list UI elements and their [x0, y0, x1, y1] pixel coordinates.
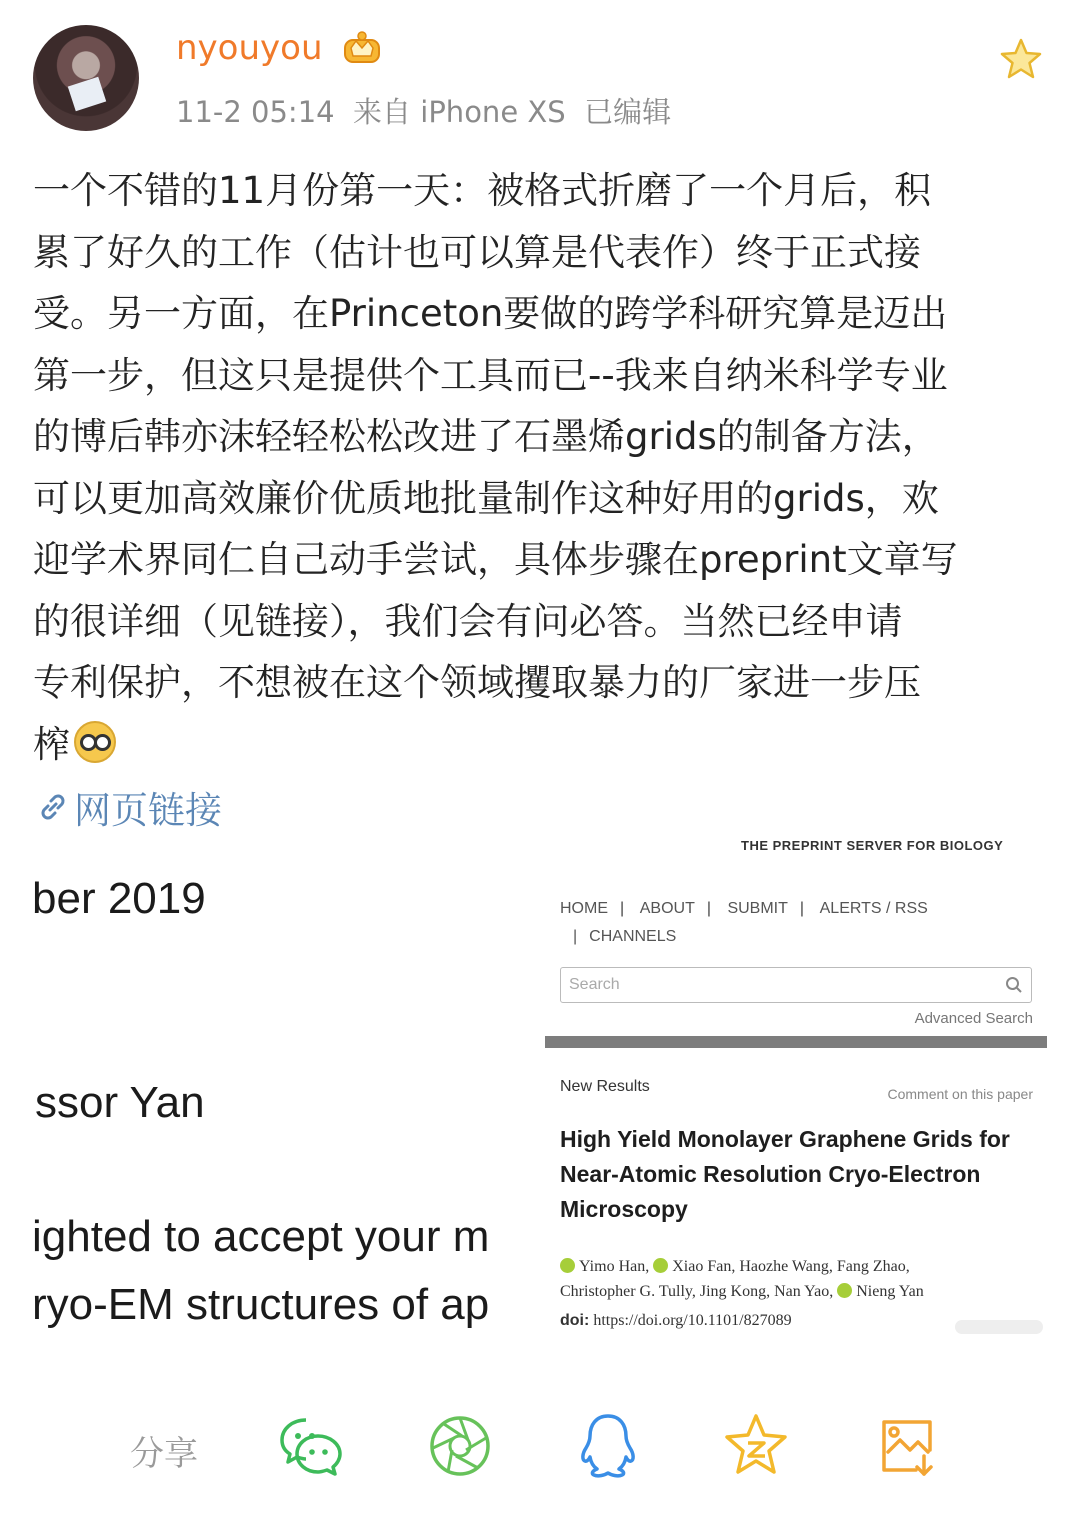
divider-bar [545, 1036, 1047, 1048]
orcid-icon [560, 1258, 575, 1273]
source: 来自 iPhone XS [353, 95, 566, 129]
post-line: 迎学术界同仁自己动手尝试，具体步骤在preprint文章写 [33, 538, 958, 581]
save-image-icon[interactable] [872, 1410, 944, 1482]
paper-authors [560, 1254, 1040, 1304]
search-placeholder: Search [569, 976, 620, 993]
timestamp: 11-2 05:14 [176, 95, 335, 129]
author: Xiao Fan, Haozhe Wang, Fang Zhao, [672, 1258, 910, 1275]
letter-line: ighted to accept your m [32, 1212, 490, 1261]
web-link[interactable] [36, 780, 222, 834]
search-icon[interactable] [1005, 976, 1023, 994]
nav-about[interactable]: ABOUT [639, 900, 695, 917]
orcid-icon [653, 1258, 668, 1273]
doi-label: doi: [560, 1312, 590, 1329]
post-line: 可以更加高效廉价优质地批量制作这种好用的grids，欢 [33, 476, 939, 520]
letter-line: ryo-EM structures of ap [32, 1280, 490, 1329]
section-label: New Results [560, 1078, 650, 1095]
post-line: 榨 [33, 722, 70, 766]
edited-label: 已编辑 [584, 95, 672, 129]
post-line: 第一步，但这只是提供个工具而已--我来自纳米科学专业 [33, 353, 948, 397]
nav-home[interactable]: HOME [560, 900, 608, 917]
qzone-icon[interactable] [720, 1410, 792, 1482]
post-line: 专利保护，不想被在这个领域攫取暴力的厂家进一步压 [33, 661, 921, 704]
share-bar [0, 1400, 1069, 1500]
post-line: 的博后韩亦沫轻轻松松改进了石墨烯grids的制备方法， [33, 415, 939, 458]
orcid-icon [837, 1283, 852, 1298]
letter-line: ber 2019 [32, 874, 206, 923]
wechat-icon[interactable] [276, 1410, 348, 1482]
letter-image-crop [0, 850, 540, 1350]
post-meta [176, 90, 671, 131]
emoji-icon [74, 721, 116, 763]
watermark [955, 1320, 1043, 1334]
advanced-search-link[interactable]: Advanced Search [914, 1010, 1033, 1027]
doi-link[interactable]: https://doi.org/10.1101/827089 [593, 1312, 792, 1329]
paper-title: High Yield Monolayer Graphene Grids for Near-Atomic Resolution Cryo-Electron Microscopy [560, 1126, 1010, 1222]
share-label: 分享 [130, 1434, 198, 1474]
link-icon [36, 790, 70, 824]
post-text [33, 160, 1049, 775]
vip-crown-icon [342, 28, 382, 66]
username[interactable]: nyouyou [176, 28, 323, 68]
post-line: 的很详细（见链接），我们会有问必答。当然已经申请 [33, 599, 903, 643]
qq-icon[interactable] [572, 1410, 644, 1482]
favorite-star-icon[interactable] [998, 36, 1044, 82]
letter-line: ssor Yan [35, 1078, 205, 1127]
nav-channels-row: | CHANNELS [573, 928, 677, 945]
nav-alerts[interactable]: ALERTS / RSS [819, 900, 928, 917]
preprint-nav: HOME | ABOUT | SUBMIT | ALERTS / RSS [560, 900, 928, 917]
post-line: 一个不错的11月份第一天：被格式折磨了一个月后，积 [33, 169, 932, 212]
author: Yimo Han, [579, 1258, 650, 1275]
avatar[interactable] [33, 25, 139, 131]
link-label: 网页链接 [74, 789, 222, 832]
nav-channels[interactable]: CHANNELS [589, 928, 677, 945]
post-line: 受。另一方面，在Princeton要做的跨学科研究算是迈出 [33, 292, 948, 335]
post-line: 累了好久的工作（估计也可以算是代表作）终于正式接 [33, 230, 921, 274]
preprint-screenshot [545, 830, 1047, 1350]
author: Nieng Yan [856, 1283, 924, 1300]
nav-submit[interactable]: SUBMIT [727, 900, 788, 917]
preprint-search-input[interactable] [560, 967, 1032, 1003]
post-line-last [33, 714, 1049, 776]
moments-icon[interactable] [424, 1410, 496, 1482]
author: Christopher G. Tully, Jing Kong, Nan Yao, [560, 1283, 834, 1300]
comment-link[interactable]: Comment on this paper [887, 1086, 1033, 1102]
paper-doi [560, 1312, 792, 1330]
preprint-tagline: THE PREPRINT SERVER FOR BIOLOGY [741, 838, 1004, 853]
